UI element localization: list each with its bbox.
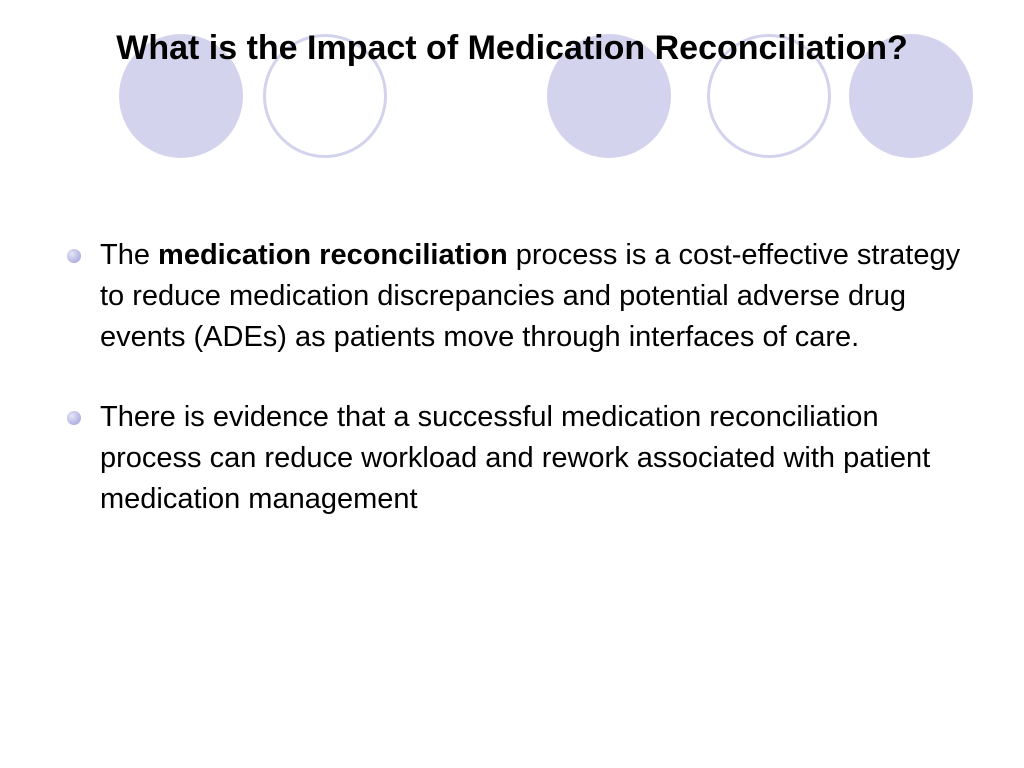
bullet-text-bold: medication reconciliation xyxy=(158,239,508,271)
bullet-text xyxy=(100,239,960,353)
bullet-item xyxy=(62,397,962,520)
bullet-disc-icon xyxy=(67,411,81,425)
bullet-text-prefix: The xyxy=(100,239,159,271)
bullet-disc-icon xyxy=(67,249,81,263)
bullet-text-prefix: There is evidence that a successful medication reconciliation process can reduce workload and rework associated with patient medication management xyxy=(100,401,931,515)
slide-title: What is the Impact of Medication Reconciliation? xyxy=(116,29,908,67)
bullet-item xyxy=(62,235,962,358)
bullet-text-suffix: process is a cost-effective strategy to reduce medication discrepancies and potential adverse drug events (ADEs) as patients move through interfaces of care. xyxy=(100,239,961,353)
bullet-list xyxy=(62,235,962,559)
bullet-text xyxy=(100,401,930,515)
